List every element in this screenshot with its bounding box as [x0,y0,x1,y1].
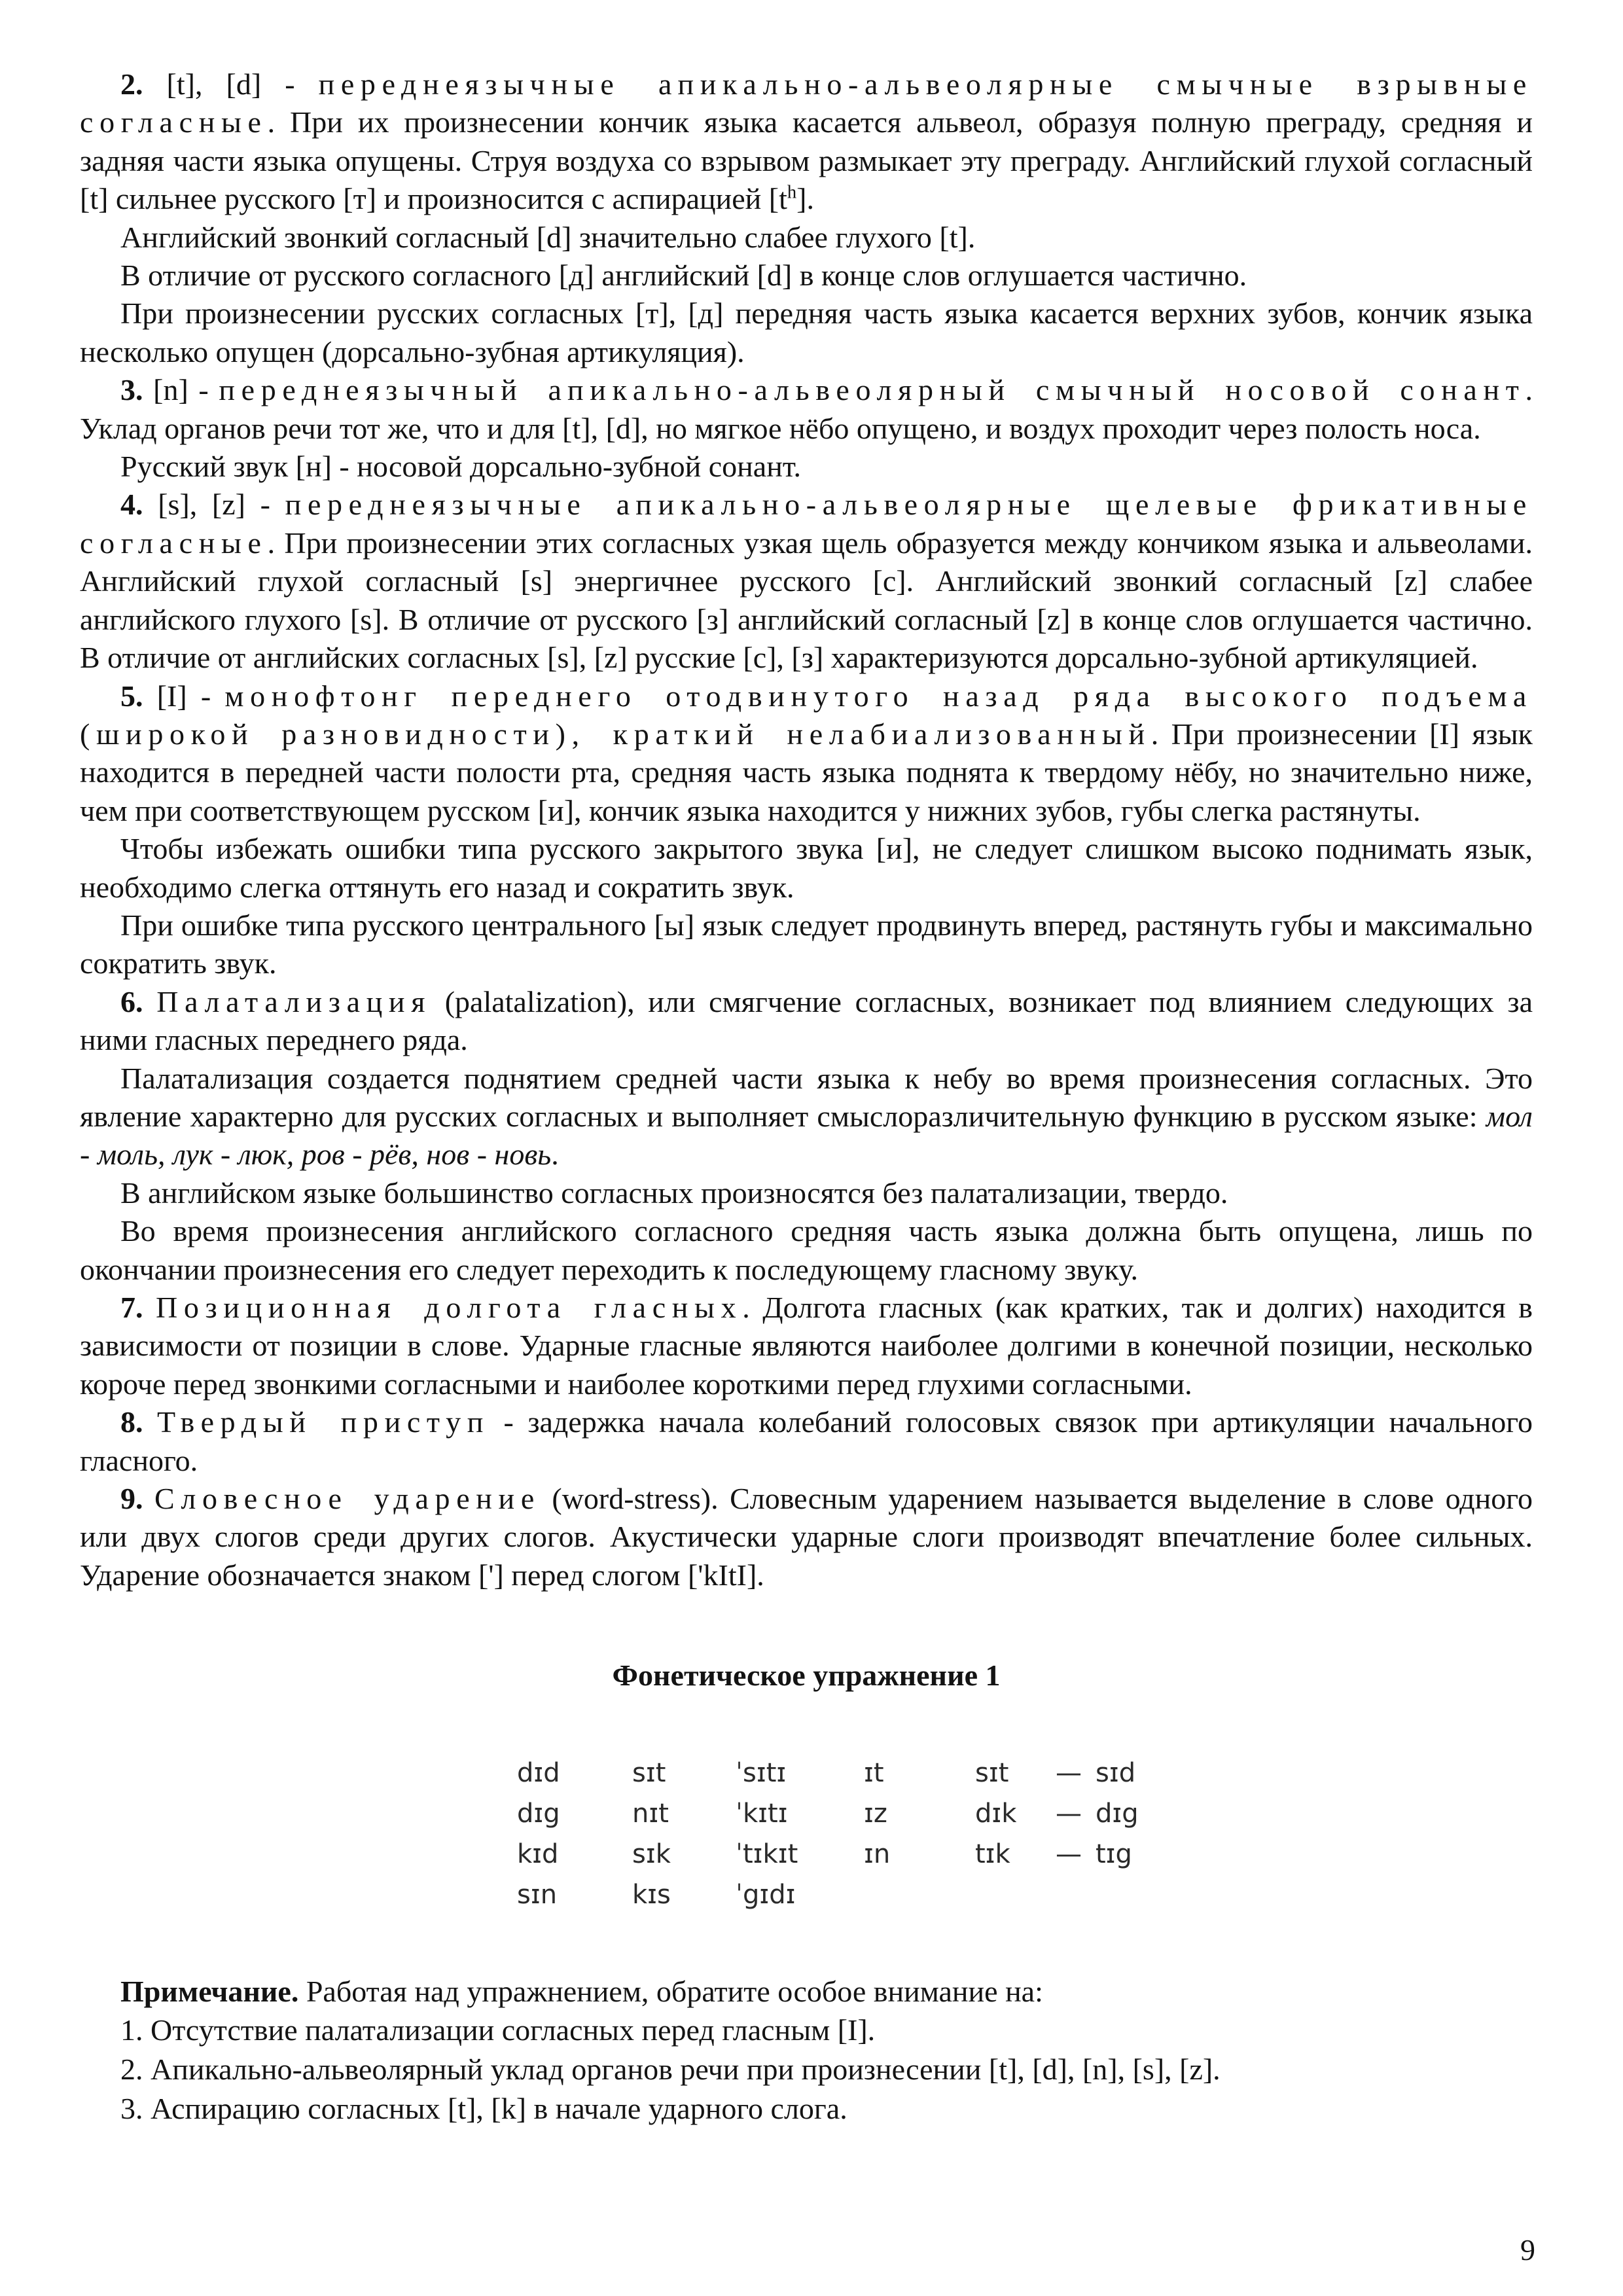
exercise-cell: dɪg [517,1798,560,1829]
paragraph [80,1480,1533,1594]
text-segment: При ошибке типа русского центрального [ы] язык следует продвинуть вперед, растянуть губы и максимально сократить звук. [80,908,1533,980]
exercise-cell: ˈsɪtɪ [736,1757,787,1788]
text-segment: [t], [d] - [143,67,319,101]
exercise-cell: dɪg [1096,1798,1139,1829]
exercise-cell: dɪk [975,1798,1017,1829]
exercise-title: Фонетическое упражнение 1 [612,1659,1001,1693]
exercise-dash: — [1056,1839,1082,1869]
exercise-cell: tɪg [1096,1839,1132,1869]
text-segment: 9. [120,1482,143,1516]
paragraph [80,1212,1533,1289]
text-segment: . Уклад органов речи тот же, что и для [t], [d], но мягкое нёбо опущено, и воздух проходит через полость носа. [80,373,1533,445]
text-segment: [I] - [143,679,225,713]
exercise-cell: sɪn [517,1879,558,1910]
paragraph [80,1403,1533,1480]
text-segment: Чтобы избежать ошибки типа русского закрытого звука [и], не следует слишком высоко поднимать язык, необходимо слегка оттянуть его назад и сократить звук. [80,832,1533,904]
exercise-cell [864,1874,975,1915]
text-segment: Словесное ударение [154,1482,541,1516]
exercise-dash: — [1056,1798,1082,1829]
exercise-cell: sɪk [632,1839,671,1869]
text-segment: - задержка начала колебаний голосовых связок при артикуляции начального гласного. [80,1405,1533,1477]
exercise-cell: ˈtɪkɪt [736,1839,798,1869]
exercise-row [517,1834,1533,1874]
text-segment: В отличие от русского согласного [д] английский [d] в конце слов оглушается частично. [120,259,1247,293]
text-segment: (palatalization), или смягчение согласных, возникает под влиянием следующих за ними гласных переднего ряда. [80,984,1533,1057]
text-segment: Русский звук [н] - носовой дорсально-зубной сонант. [120,450,801,484]
exercise-table [517,1753,1533,1915]
note-item: 1. Отсутствие палатализации согласных перед гласным [I]. [120,2013,876,2047]
note-items [80,2011,1533,2128]
exercise-dash [1042,1874,1096,1915]
text-segment: . При произнесении этих согласных узкая щель образуется между кончиком языка и альвеолами. Английский глухой согласный [s] энергичнее русского [с]. Английский звонкий согласный [z] слабее английского глухого [s]. В отличие от русского [з] английский согласный [z] в конце слов оглушается частично. В отличие от английских согласных [s], [z] русские [с], [з] характеризуются дорсально-зубной артикуляцией. [80,526,1533,675]
note-lead-text: Работая над упражнением, обратите особое внимание на: [298,1974,1043,2008]
exercise-cell: kɪs [632,1879,671,1910]
text-segment: Палатализация создается поднятием средней части языка к небу во время произнесения согласных. Это явление характерно для русских согласных и выполняет смыслоразличительную функцию в русском языке: [80,1061,1533,1133]
paragraph [80,257,1533,295]
text-segment: . [551,1138,559,1172]
text-segment: 4. [120,488,143,522]
page-number: 9 [1520,2233,1535,2267]
paragraph [80,448,1533,486]
text-segment: мол - моль, лук - люк, ров - рёв, нов - новь [80,1099,1533,1172]
paragraph [80,1060,1533,1174]
exercise-row [517,1874,1533,1915]
text-segment: 8. [120,1405,143,1439]
text-segment: Во время произнесения английского согласного средняя часть языка должна быть опущена, лишь по окончании произнесения его следует переходить к последующему гласному звуку. [80,1214,1533,1286]
paragraph [80,486,1533,677]
text-segment: монофтонг переднего отодвинутого назад ряда высокого подъема (широкой разновидности), краткий нелабиализованный [80,679,1533,751]
note-section [80,1973,1533,2128]
text-segment: Английский звонкий согласный [d] значительно слабее глухого [t]. [120,220,976,254]
paragraph [80,295,1533,371]
exercise-cell: ɪt [864,1757,884,1788]
text-segment: При произнесении русских согласных [т], [д] передняя часть языка касается верхних зубов, кончик языка несколько опущен (дорсально-зубная артикуляция). [80,296,1533,368]
text-segment: . При их произнесении кончик языка касается альвеол, образуя полную преграду, средняя и задняя части языка опущены. Струя воздуха со взрывом размыкает эту преграду. Английский глухой согласный [t] сильнее русского [т] и произносится с аспирацией [t [80,105,1533,216]
exercise-cell: sɪd [1096,1757,1136,1788]
text-segment: переднеязычные апикально-альвеолярные щелевые фрикативные согласные [80,488,1533,560]
text-segment: 3. [120,373,143,407]
paragraph [80,983,1533,1060]
exercise-cell: ˈgɪdɪ [736,1879,796,1910]
exercise-cell [1096,1874,1168,1915]
exercise-cell: kɪd [517,1839,559,1869]
text-segment [143,1482,155,1515]
note-label: Примечание. [120,1974,299,2008]
note-item: 3. Аспирацию согласных [t], [k] в начале ударного слога. [120,2091,847,2125]
paragraph [80,1174,1533,1212]
paragraph [80,65,1533,219]
exercise-cell: ɪn [864,1839,891,1869]
exercise-cell: sɪt [975,1757,1009,1788]
note-item: 2. Апикально-альвеолярный уклад органов речи при произнесении [t], [d], [n], [s], [z]. [120,2052,1221,2086]
text-segment: 5. [120,679,143,713]
text-segment [143,1291,156,1324]
text-segment: (word-stress). Словесным ударением называется выделение в слове одного или двух слогов среди других слогов. Акустически ударные слоги производят впечатление более сильных. Ударение обозначается знаком ['] перед слогом ['kItI]. [80,1482,1533,1592]
text-segment [143,1405,158,1439]
exercise-row [517,1753,1533,1793]
text-segment: ]. [796,182,814,216]
text-segment: Твердый приступ [157,1405,490,1439]
exercise-row [517,1793,1533,1834]
text-segment [143,985,157,1018]
paragraph [80,830,1533,906]
text-segment: Палатализация [156,984,432,1018]
text-segment: 2. [120,67,143,101]
note-lead-paragraph [80,1973,1533,2011]
exercise-cell: sɪt [632,1757,666,1788]
exercise-cell: ɪz [864,1798,887,1829]
paragraph [80,906,1533,983]
text-segment: [s], [z] - [143,488,285,522]
text-segment: [n] - [143,373,219,407]
text-segment: h [787,182,797,203]
exercise-cell: dɪd [517,1757,560,1788]
exercise-cell [975,1874,1042,1915]
text-segment: В английском языке большинство согласных произносятся без палатализации, твердо. [120,1175,1228,1210]
exercise-cell: ˈkɪtɪ [736,1798,788,1829]
exercise-cell: nɪt [632,1798,669,1829]
exercise-dash: — [1056,1757,1082,1788]
paragraph [80,371,1533,448]
text-segment: переднеязычный апикально-альвеолярный смычный носовой сонант [219,373,1525,407]
paragraph [80,219,1533,257]
text-segment: переднеязычные апикально-альвеолярные смычные взрывные согласные [80,67,1533,139]
text-segment: Позиционная долгота гласных [155,1291,743,1324]
text-segment: 7. [120,1291,143,1324]
paragraph [80,1289,1533,1403]
paragraph [80,677,1533,831]
exercise-cell: tɪk [975,1839,1010,1869]
text-segment: . При произнесении [I] язык находится в передней части полости рта, средняя часть языка поднята к твердому нёбу, но значительно ниже, чем при соответствующем русском [и], кончик языка находится у нижних зубов, губы слегка растянуты. [80,717,1533,827]
text-segment: 6. [120,984,143,1018]
text-segment: . Долгота гласных (как кратких, так и долгих) находится в зависимости от позиции в слове. Ударные гласные являются наиболее долгими в конечной позиции, несколько короче перед звонкими согласными и наиболее короткими перед глухими согласными. [80,1291,1533,1401]
paragraphs [80,65,1533,1594]
